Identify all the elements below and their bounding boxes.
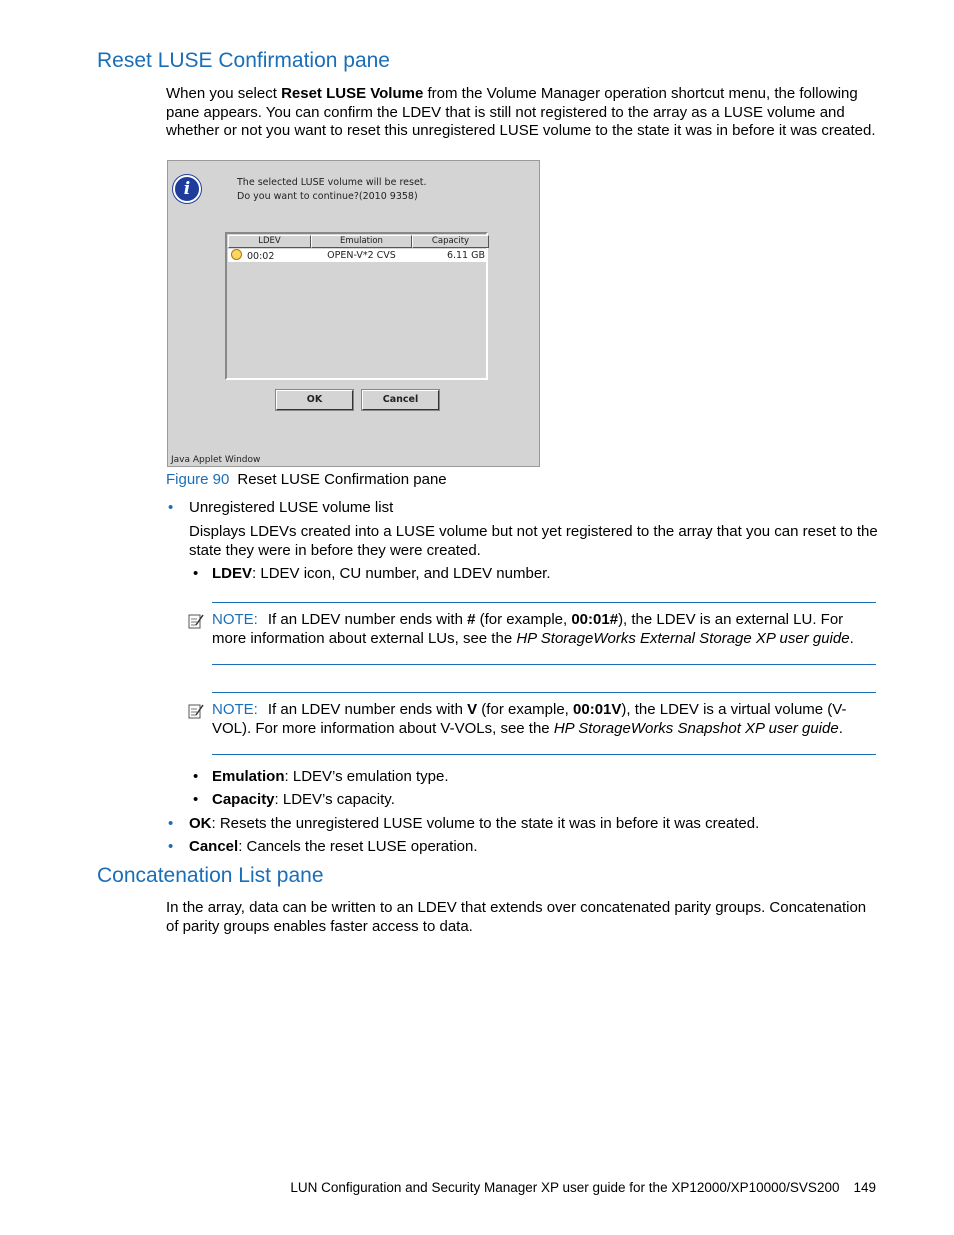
applet-status-text: Java Applet Window [171,455,261,465]
bullet-icon: • [193,565,199,582]
list-item-ldev: LDEV: LDEV icon, CU number, and LDEV number. [212,565,551,582]
footer-text: LUN Configuration and Security Manager XP user guide for the XP12000/XP10000/SVS200 [290,1180,840,1195]
figure-label: Figure 90 [166,471,230,488]
note-rule-top [212,692,876,693]
list-item-unregistered-desc: Displays LDEVs created into a LUSE volume but not yet registered to the array that you can reset to the state they were in before they were created. [189,523,878,559]
table-header [228,235,489,248]
figure-caption: Figure 90 Reset LUSE Confirmation pane [166,471,447,488]
bullet-icon: • [168,815,174,832]
bullet-icon: • [168,499,174,516]
intro-paragraph: When you select Reset LUSE Volume from the Volume Manager operation shortcut menu, the following pane appears. You can confirm the LDEV that is still not registered to the array as a LUSE volume and whether or not you want to reset this unregistered LUSE volume to the state it was in before it was created. [166,85,876,139]
note-rule-bottom [212,754,876,755]
list-item-emulation: Emulation: LDEV’s emulation type. [212,768,449,785]
ok-button[interactable]: OK [276,390,353,410]
note-icon [187,702,205,720]
column-header-capacity[interactable]: Capacity [412,235,489,248]
column-header-emulation[interactable]: Emulation [311,235,412,248]
section-heading-concatenation: Concatenation List pane [97,864,324,887]
bullet-icon: • [168,838,174,855]
list-item-cancel: Cancel: Cancels the reset LUSE operation. [189,838,478,855]
cell-ldev: 00:02 [228,249,311,262]
note-rule-bottom [212,664,876,665]
dialog-message-line2: Do you want to continue?(2010 9358) [237,191,418,202]
column-header-ldev[interactable]: LDEV [228,235,311,248]
section-heading-reset-luse: Reset LUSE Confirmation pane [97,49,390,72]
concatenation-paragraph: In the array, data can be written to an LDEV that extends over concatenated parity groups. Concatenation of parity groups enables faster access to data. [166,899,867,935]
bullet-icon: • [193,791,199,808]
cancel-button[interactable]: Cancel [362,390,439,410]
note-icon [187,612,205,630]
bullet-icon: • [193,768,199,785]
list-item-capacity: Capacity: LDEV’s capacity. [212,791,395,808]
page-footer [290,1180,876,1195]
info-icon: i [173,175,201,203]
note-rule-top [212,602,876,603]
page-number: 149 [853,1180,876,1195]
list-item-unregistered-title: Unregistered LUSE volume list [189,499,394,516]
dialog-message-line1: The selected LUSE volume will be reset. [237,177,427,188]
unregistered-luse-list[interactable] [225,232,488,380]
list-item-ok: OK: Resets the unregistered LUSE volume to the state it was in before it was created. [189,815,760,832]
ldev-icon [231,249,242,260]
cell-capacity: 6.11 GB [446,250,485,261]
note-external-lu: NOTE: If an LDEV number ends with # (for example, 00:01#), the LDEV is an external LU. For more information about external LUs, see the HP StorageWorks External Storage XP user guide. [212,611,854,647]
reset-luse-dialog-figure [167,160,540,467]
note-virtual-volume: NOTE: If an LDEV number ends with V (for example, 00:01V), the LDEV is a virtual volume (V-VOL). For more information about V-VOLs, see the HP StorageWorks Snapshot XP user guide. [212,701,847,737]
table-row[interactable] [228,249,487,262]
cell-emulation: OPEN-V*2 CVS [327,250,396,261]
